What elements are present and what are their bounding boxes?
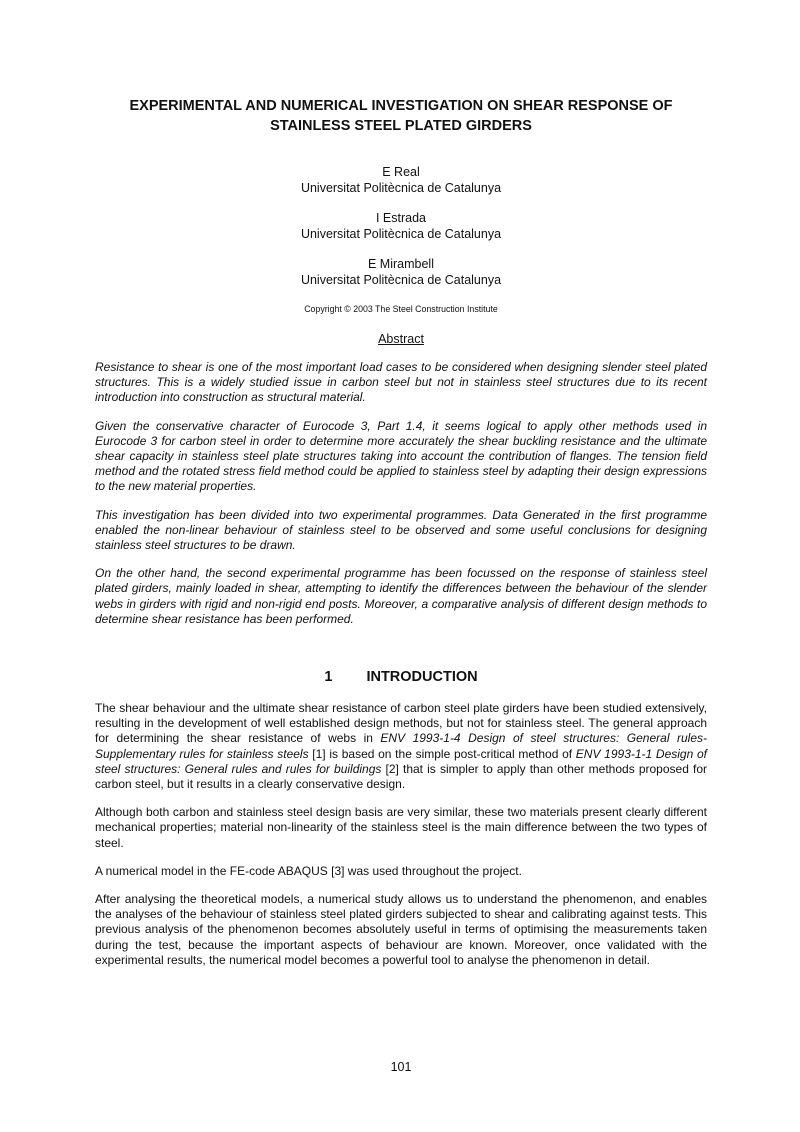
- abstract-paragraph: Given the conservative character of Eurocode 3, Part 1.4, it seems logical to apply other methods used in Eurocode 3 for carbon steel in order to determine more accurately the shear buckling resistance and the ultimate shear capacity in stainless steel plate structures taking into account the contribution of flanges. The tension field method and the rotated stress field method could be applied to stainless steel by adapting their design expressions to the new material properties.: [95, 418, 707, 494]
- abstract-paragraph: This investigation has been divided into two experimental programmes. Data Generated in the first programme enabled the non-linear behaviour of stainless steel to be observed and some useful conclusions for designing stainless steel structures to be drawn.: [95, 507, 707, 553]
- title-line-1: EXPERIMENTAL AND NUMERICAL INVESTIGATION ON SHEAR RESPONSE OF: [129, 98, 673, 114]
- title-line-2: STAINLESS STEEL PLATED GIRDERS: [270, 118, 532, 134]
- abstract-body: [95, 360, 707, 640]
- section-number: 1: [324, 669, 333, 685]
- paper-title: [95, 96, 707, 136]
- body-paragraph: After analysing the theoretical models, a numerical study allows us to understand the phenomenon, and enables the analyses of the behaviour of stainless steel plated girders subjected to shear and calibrating against tests. This previous analysis of the phenomenon becomes absolutely useful in terms of optimising the measurements taken during the test, because the important aspects of behaviour are known. Moreover, once validated with the experimental results, the numerical model becomes a powerful tool to analyse the phenomenon in detail.: [95, 892, 707, 967]
- author-list: [95, 164, 707, 302]
- author-block: [95, 256, 707, 288]
- body-paragraph: [95, 701, 707, 792]
- reference-title: ENV 1993-1-4 Design of steel structures: General rules-Supplementary rules for stainless steels: [95, 731, 707, 761]
- body-text: The shear behaviour and the ultimate shear resistance of carbon steel plate girders have been studied extensively, resulting in the development of well established design methods, but not for stainless steel. The general approach for determining the shear resistance of webs in: [95, 701, 707, 746]
- body-text: [1] is based on the simple post-critical method of: [308, 746, 576, 761]
- author-name: E Real: [382, 165, 420, 179]
- author-block: [95, 210, 707, 242]
- copyright-notice: Copyright © 2003 The Steel Construction Institute: [304, 304, 498, 314]
- author-block: [95, 164, 707, 196]
- abstract-heading: Abstract: [378, 332, 424, 346]
- body-paragraph: Although both carbon and stainless steel design basis are very similar, these two materials present clearly different mechanical properties; material non-linearity of the stainless steel is the main difference between the two types of steel.: [95, 805, 707, 850]
- author-affiliation: Universitat Politècnica de Catalunya: [300, 227, 502, 241]
- author-affiliation: Universitat Politècnica de Catalunya: [300, 181, 502, 195]
- section-heading: [95, 668, 707, 686]
- introduction-body: [95, 701, 707, 981]
- page-number: 101: [390, 1060, 412, 1074]
- abstract-paragraph: On the other hand, the second experimental programme has been focussed on the response of stainless steel plated girders, mainly loaded in shear, attempting to identify the differences between the behaviour of the slender webs in girders with rigid and non-rigid end posts. Moreover, a comparative analysis of different design methods to determine shear resistance has been performed.: [95, 566, 707, 626]
- section-title: INTRODUCTION: [366, 669, 478, 685]
- body-paragraph: A numerical model in the FE-code ABAQUS [3] was used throughout the project.: [95, 863, 522, 878]
- author-name: I Estrada: [375, 211, 427, 225]
- author-name: E Mirambell: [368, 257, 434, 271]
- author-affiliation: Universitat Politècnica de Catalunya: [300, 273, 502, 287]
- reference-title: ENV 1993-1-1 Design of steel structures: General rules and rules for buildings: [95, 746, 707, 776]
- body-text: [2] that is simpler to apply than other methods proposed for carbon steel, but it results in a clearly conservative design.: [95, 761, 707, 792]
- abstract-paragraph: Resistance to shear is one of the most important load cases to be considered when designing slender steel plated structures. This is a widely studied issue in carbon steel but not in stainless steel structures due to its recent introduction into construction as structural material.: [95, 360, 707, 405]
